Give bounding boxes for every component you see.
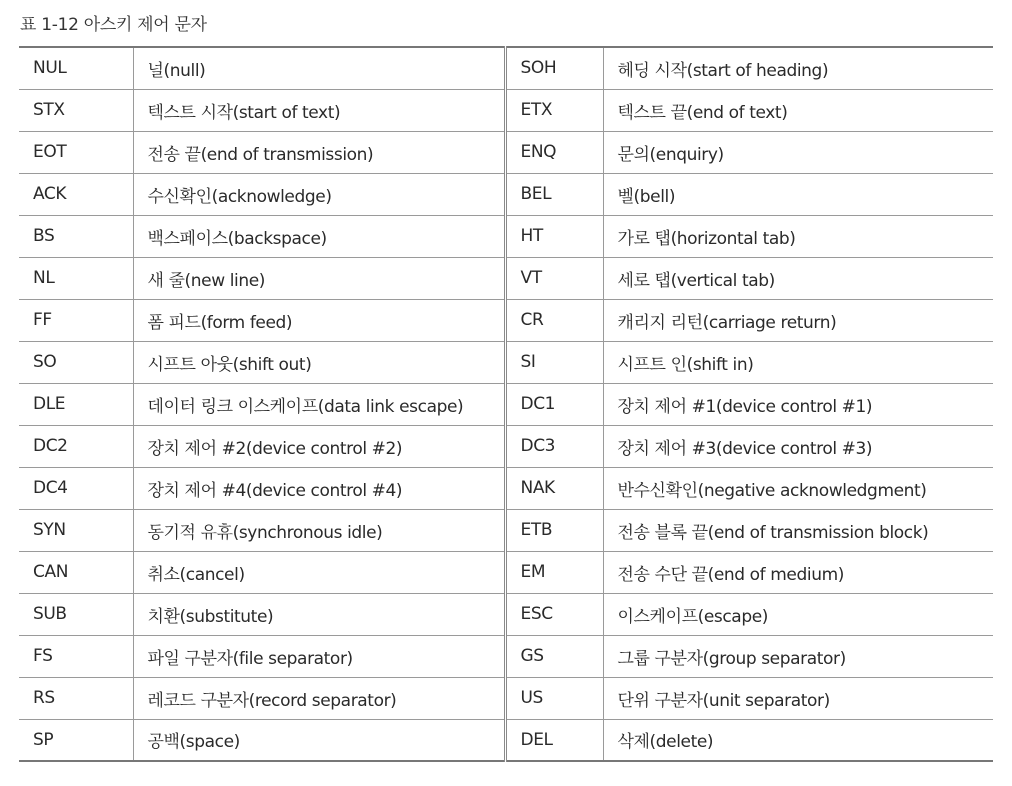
control-code: NAK (505, 467, 603, 509)
ascii-control-table (19, 46, 993, 762)
control-code: DC1 (505, 383, 603, 425)
control-description: 새 줄(new line) (133, 257, 505, 299)
table-row (19, 383, 993, 425)
control-description: 단위 구분자(unit separator) (603, 677, 993, 719)
control-description: 텍스트 시작(start of text) (133, 89, 505, 131)
control-description: 반수신확인(negative acknowledgment) (603, 467, 993, 509)
control-code: US (505, 677, 603, 719)
control-code: DC2 (19, 425, 133, 467)
control-description: 그룹 구분자(group separator) (603, 635, 993, 677)
control-description: 장치 제어 #1(device control #1) (603, 383, 993, 425)
control-description: 시프트 아웃(shift out) (133, 341, 505, 383)
control-description: 널(null) (133, 47, 505, 89)
control-description: 취소(cancel) (133, 551, 505, 593)
control-code: SYN (19, 509, 133, 551)
control-code: SUB (19, 593, 133, 635)
control-code: BEL (505, 173, 603, 215)
control-code: EOT (19, 131, 133, 173)
control-code: STX (19, 89, 133, 131)
table-row (19, 89, 993, 131)
control-code: HT (505, 215, 603, 257)
control-description: 폼 피드(form feed) (133, 299, 505, 341)
table-row (19, 215, 993, 257)
control-code: NL (19, 257, 133, 299)
control-description: 전송 수단 끝(end of medium) (603, 551, 993, 593)
table-caption: 표 1-12 아스키 제어 문자 (20, 15, 207, 35)
control-code: NUL (19, 47, 133, 89)
control-code: SI (505, 341, 603, 383)
control-code: ENQ (505, 131, 603, 173)
control-code: ACK (19, 173, 133, 215)
table-body (19, 47, 993, 761)
table-row (19, 635, 993, 677)
table-row (19, 593, 993, 635)
control-description: 헤딩 시작(start of heading) (603, 47, 993, 89)
control-description: 텍스트 끝(end of text) (603, 89, 993, 131)
table-row (19, 677, 993, 719)
control-code: GS (505, 635, 603, 677)
table-row (19, 341, 993, 383)
control-code: EM (505, 551, 603, 593)
table-row (19, 719, 993, 761)
control-description: 동기적 유휴(synchronous idle) (133, 509, 505, 551)
table-row (19, 47, 993, 89)
control-description: 파일 구분자(file separator) (133, 635, 505, 677)
control-code: RS (19, 677, 133, 719)
control-description: 삭제(delete) (603, 719, 993, 761)
control-description: 백스페이스(backspace) (133, 215, 505, 257)
control-code: SP (19, 719, 133, 761)
control-code: SOH (505, 47, 603, 89)
control-code: DEL (505, 719, 603, 761)
control-code: ETX (505, 89, 603, 131)
control-description: 데이터 링크 이스케이프(data link escape) (133, 383, 505, 425)
table-row (19, 509, 993, 551)
table-row (19, 257, 993, 299)
control-code: CAN (19, 551, 133, 593)
table-row (19, 425, 993, 467)
table-row (19, 467, 993, 509)
control-description: 공백(space) (133, 719, 505, 761)
table-row (19, 299, 993, 341)
control-description: 장치 제어 #4(device control #4) (133, 467, 505, 509)
control-code: FF (19, 299, 133, 341)
control-code: DLE (19, 383, 133, 425)
control-description: 캐리지 리턴(carriage return) (603, 299, 993, 341)
control-code: DC3 (505, 425, 603, 467)
control-code: BS (19, 215, 133, 257)
table-row (19, 131, 993, 173)
control-description: 문의(enquiry) (603, 131, 993, 173)
control-description: 전송 블록 끝(end of transmission block) (603, 509, 993, 551)
control-code: SO (19, 341, 133, 383)
control-code: ESC (505, 593, 603, 635)
table-row (19, 551, 993, 593)
control-description: 세로 탭(vertical tab) (603, 257, 993, 299)
control-code: DC4 (19, 467, 133, 509)
control-description: 치환(substitute) (133, 593, 505, 635)
control-code: CR (505, 299, 603, 341)
control-description: 전송 끝(end of transmission) (133, 131, 505, 173)
control-code: FS (19, 635, 133, 677)
control-description: 시프트 인(shift in) (603, 341, 993, 383)
control-description: 벨(bell) (603, 173, 993, 215)
control-description: 장치 제어 #3(device control #3) (603, 425, 993, 467)
control-description: 레코드 구분자(record separator) (133, 677, 505, 719)
control-code: ETB (505, 509, 603, 551)
control-code: VT (505, 257, 603, 299)
control-description: 수신확인(acknowledge) (133, 173, 505, 215)
table-row (19, 173, 993, 215)
control-description: 장치 제어 #2(device control #2) (133, 425, 505, 467)
control-description: 이스케이프(escape) (603, 593, 993, 635)
control-description: 가로 탭(horizontal tab) (603, 215, 993, 257)
